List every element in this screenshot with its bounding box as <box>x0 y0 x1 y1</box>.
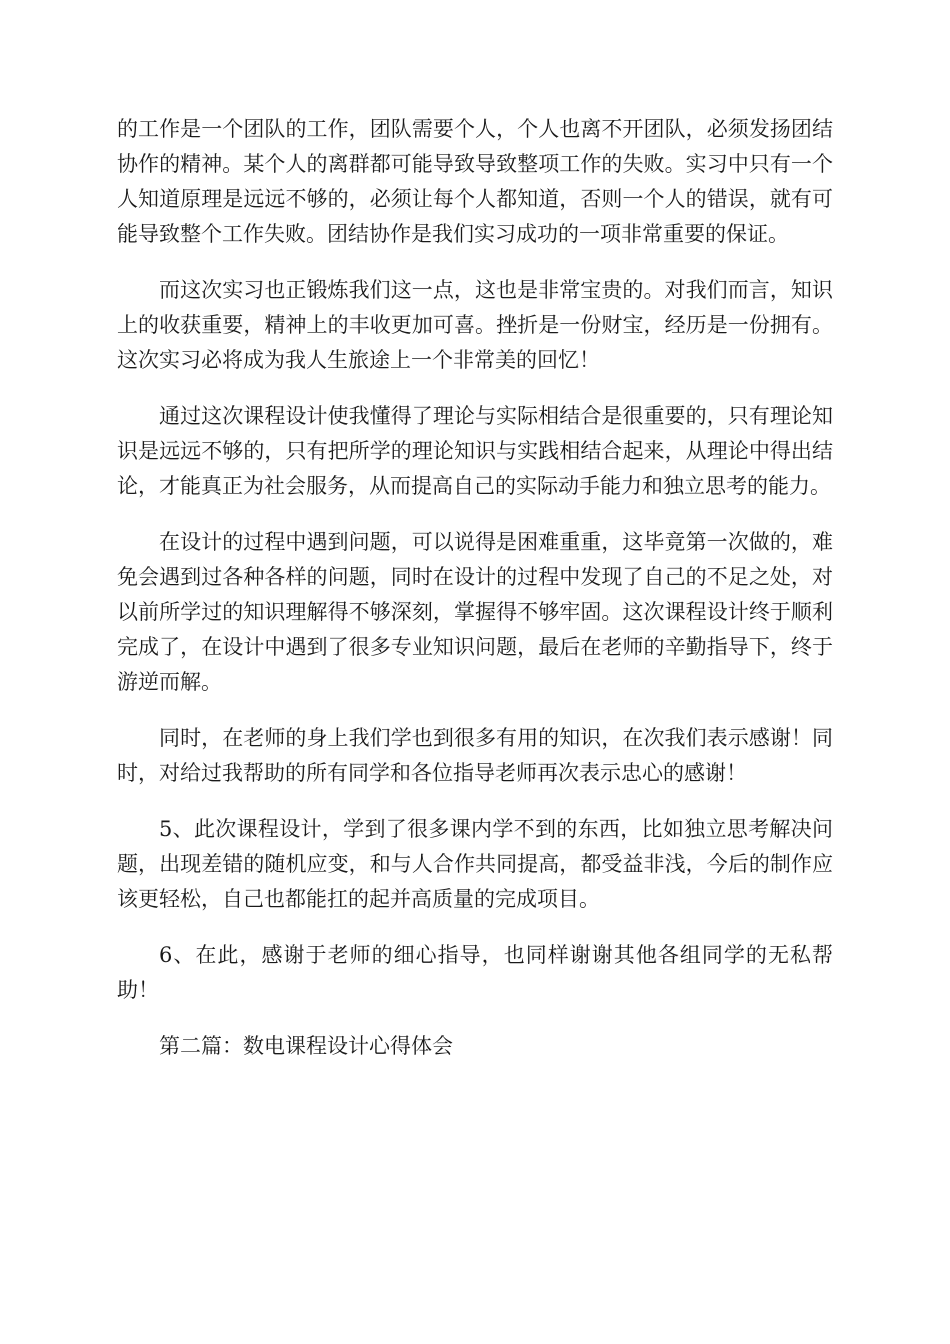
paragraph-theory-practice: 通过这次课程设计使我懂得了理论与实际相结合是很重要的，只有理论知识是远远不够的，只有把所学的理论知识与实践相结合起来，从理论中得出结论，才能真正为社会服务，从而提高自己的实际动手能力和独立思考的能力。 <box>117 404 833 498</box>
paragraph-item-6: 6、在此，感谢于老师的细心指导，也同样谢谢其他各组同学的无私帮助！ <box>117 943 833 1002</box>
paragraph-thanks-teachers: 同时，在老师的身上我们学也到很多有用的知识，在次我们表示感谢！同时，对给过我帮助的所有同学和各位指导老师再次表示忠心的感谢！ <box>117 726 833 785</box>
paragraph-item-5: 5、此次课程设计，学到了很多课内学不到的东西，比如独立思考解决问题，出现差错的随机应变，和与人合作共同提高，都受益非浅，今后的制作应该更轻松，自己也都能扛的起并高质量的完成项目。 <box>117 817 833 911</box>
document-body <box>117 112 833 1085</box>
paragraph-practice-value: 而这次实习也正锻炼我们这一点，这也是非常宝贵的。对我们而言，知识上的收获重要，精神上的丰收更加可喜。挫折是一份财宝，经历是一份拥有。这次实习必将成为我人生旅途上一个非常美的回忆！ <box>117 278 833 372</box>
paragraph-continuation: 的工作是一个团队的工作，团队需要个人，个人也离不开团队，必须发扬团结协作的精神。某个人的离群都可能导致导致整项工作的失败。实习中只有一个人知道原理是远远不够的，必须让每个人都知道，否则一个人的错误，就有可能导致整个工作失败。团结协作是我们实习成功的一项非常重要的保证。 <box>117 117 833 246</box>
section-heading: 第二篇：数电课程设计心得体会 <box>159 1034 453 1058</box>
paragraph-design-problems: 在设计的过程中遇到问题，可以说得是困难重重，这毕竟第一次做的，难免会遇到过各种各样的问题，同时在设计的过程中发现了自己的不足之处，对以前所学过的知识理解得不够深刻，掌握得不够牢固。这次课程设计终于顺利完成了，在设计中遇到了很多专业知识问题，最后在老师的辛勤指导下，终于游逆而解。 <box>117 530 833 694</box>
